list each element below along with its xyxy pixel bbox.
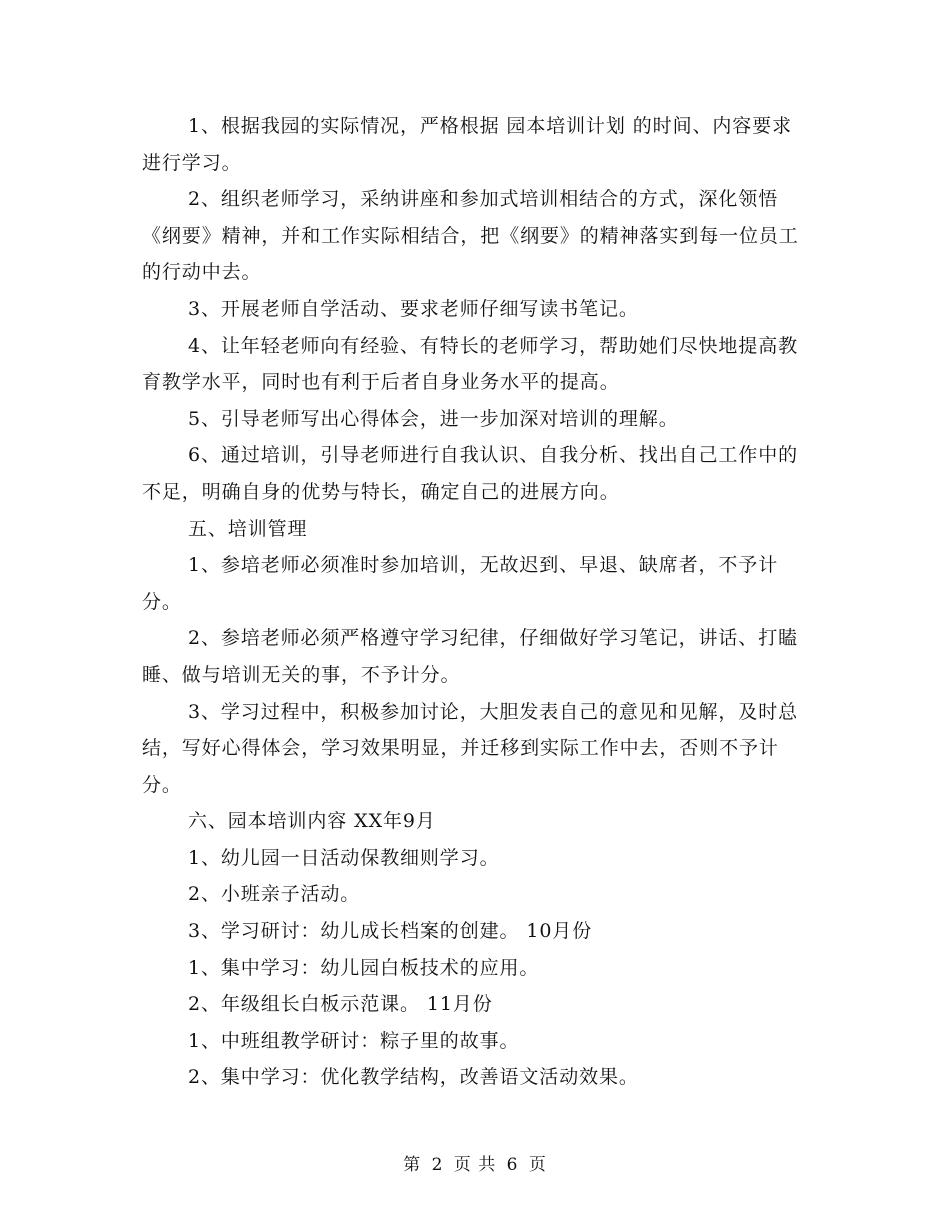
paragraph: 3、开展老师自学活动、要求老师仔细写读书笔记。 [188,297,639,320]
paragraph: 6、通过培训，引导老师进行自我认识、自我分析、找出自己工作中的不足，明确自身的优势与特长，确定自己的进展方向。 [142,444,798,503]
paragraph: 2、年级组长白板示范课。 11月份 [188,993,493,1016]
footer-total-pages: 6 [506,1155,519,1175]
document-body [142,108,810,1096]
footer-current-page: 2 [431,1155,444,1175]
footer-middle: 页 共 [453,1155,497,1175]
paragraph: 1、集中学习：幼儿园白板技术的应用。 [188,956,540,979]
footer-prefix: 第 [403,1155,422,1175]
paragraph: 4、让年轻老师向有经验、有特长的老师学习，帮助她们尽快地提高教育教学水平，同时也有利于后者自身业务水平的提高。 [142,334,798,394]
paragraph: 1、根据我园的实际情况，严格根据 园本培训计划 的时间、内容要求进行学习。 [142,115,792,174]
paragraph: 1、中班组教学研讨：粽子里的故事。 [188,1029,520,1052]
paragraph: 2、集中学习：优化教学结构，改善语文活动效果。 [188,1066,639,1089]
paragraph: 1、幼儿园一日活动保教细则学习。 [188,846,500,869]
page-footer [0,1150,950,1175]
paragraph: 2、组织老师学习，采纳讲座和参加式培训相结合的方式，深化领悟《纲要》精神，并和工作实际相结合，把《纲要》的精神落实到每一位员工的行动中去。 [142,188,799,284]
paragraph: 1、参培老师必须准时参加培训，无故迟到、早退、缺席者，不予计分。 [142,554,779,613]
section-heading: 六、园本培训内容 XX年9月 [188,810,436,833]
footer-suffix: 页 [528,1155,547,1175]
section-heading: 五、培训管理 [188,517,308,540]
paragraph: 3、学习过程中，积极参加讨论，大胆发表自己的意见和见解，及时总结，写好心得体会，学习效果明显，并迁移到实际工作中去，否则不予计分。 [142,700,798,796]
paragraph: 3、学习研讨：幼儿成长档案的创建。 10月份 [188,920,593,943]
paragraph: 5、引导老师写出心得体会，进一步加深对培训的理解。 [188,407,679,430]
paragraph: 2、小班亲子活动。 [188,883,361,906]
paragraph: 2、参培老师必须严格遵守学习纪律，仔细做好学习笔记，讲话、打瞌睡、做与培训无关的事，不予计分。 [142,627,798,686]
